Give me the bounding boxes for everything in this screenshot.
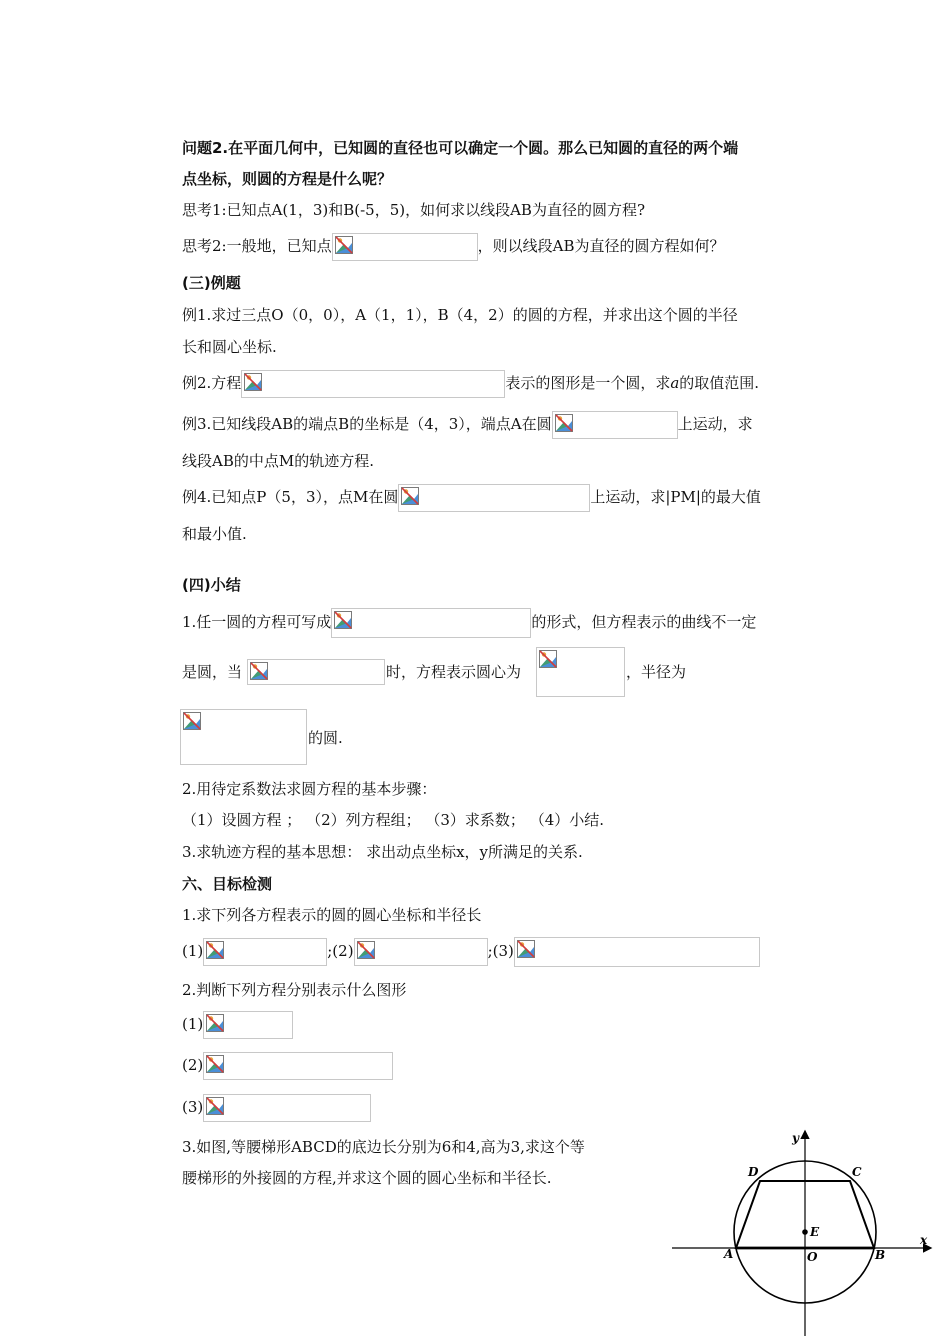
summary1-text-d: 时，方程表示圆心为 (386, 663, 522, 681)
think2-text-a: 思考2:一般地，已知点 (182, 237, 332, 255)
equation-image (331, 608, 531, 638)
example4-text-a: 例4.已知点P（5，3），点M在圆 (182, 488, 399, 506)
question1-label-3: ;(3) (487, 942, 514, 960)
example2-text-c: 的取值范围. (679, 374, 760, 392)
equation-image (247, 659, 385, 685)
image-placeholder-icon (517, 940, 535, 958)
equation-image (241, 370, 505, 398)
section6-title: 六、目标检测 (182, 875, 273, 893)
question1-label-2: ;(2) (327, 942, 354, 960)
label-y: y (792, 1131, 799, 1145)
example4-line2: 和最小值. (182, 525, 247, 543)
example3-text-a: 例3.已知线段AB的端点B的坐标是（4，3），端点A在圆 (182, 415, 552, 433)
equation-image (203, 938, 327, 966)
summary2: 2.用待定系数法求圆方程的基本步骤： (182, 780, 437, 798)
summary1-text-c: 是圆，当 (182, 663, 243, 681)
equation-image (203, 1011, 293, 1039)
question2-label-1: (1) (182, 1015, 204, 1033)
question2-title: 2.判断下列方程分别表示什么图形 (182, 981, 407, 999)
example4-text-b: 上运动，求|PM|的最大值 (590, 488, 761, 506)
image-placeholder-icon (539, 650, 557, 668)
equation-image (552, 411, 678, 439)
center-point-e (802, 1229, 808, 1235)
image-placeholder-icon (250, 662, 268, 680)
example2-text-b: 表示的图形是一个圆，求 (505, 374, 671, 392)
question2-label-2: (2) (182, 1056, 204, 1074)
label-e: E (810, 1225, 820, 1239)
think2-text-b: ，则以线段AB为直径的圆方程如何？ (477, 237, 725, 255)
example2-text-a: 例2.方程 (182, 374, 242, 392)
image-placeholder-icon (334, 611, 352, 629)
summary3: 3.求轨迹方程的基本思想： 求出动点坐标x，y所满足的关系. (182, 843, 583, 861)
think1: 思考1:已知点A(1，3)和B(-5，5)，如何求以线段AB为直径的圆方程? (182, 201, 646, 219)
question2-label-3: (3) (182, 1098, 204, 1116)
equation-image (536, 647, 625, 697)
question2-item3 (182, 1094, 371, 1122)
example3-line1 (182, 411, 753, 439)
image-placeholder-icon (206, 1014, 224, 1032)
image-placeholder-icon (206, 1055, 224, 1073)
image-placeholder-icon (244, 373, 262, 391)
example1-line2: 长和圆心坐标. (182, 338, 277, 356)
section3-title: (三)例题 (182, 274, 241, 292)
question3-line2: 腰梯形的外接圆的方程,并求这个圆的圆心坐标和半径长. (182, 1169, 552, 1187)
label-a: A (724, 1247, 734, 1261)
equation-image (514, 937, 760, 967)
summary1-text-a: 1.任一圆的方程可写成 (182, 613, 332, 631)
summary1-text-b: 的形式，但方程表示的曲线不一定 (531, 613, 757, 631)
problem2-line2: 点坐标，则圆的方程是什么呢？ (182, 170, 393, 188)
label-o: O (807, 1250, 818, 1264)
equation-image (332, 233, 478, 261)
image-placeholder-icon (206, 941, 224, 959)
example3-text-b: 上运动，求 (677, 415, 753, 433)
example2 (182, 370, 759, 398)
question1-label-1: (1) (182, 942, 204, 960)
example1-line1: 例1.求过三点O（0，0），A（1，1），B（4，2）的圆的方程，并求出这个圆的半径 (182, 306, 738, 324)
summary1-line1 (182, 608, 756, 638)
summary2-steps: （1）设圆方程 ； （2）列方程组； （3）求系数； （4）小结. (182, 811, 605, 829)
image-placeholder-icon (335, 236, 353, 254)
label-c: C (852, 1165, 862, 1179)
label-b: B (875, 1248, 886, 1262)
label-x: x (920, 1233, 928, 1247)
image-placeholder-icon (401, 487, 419, 505)
section4-title: (四)小结 (182, 576, 241, 594)
summary1-text-f: 的圆. (308, 729, 343, 747)
variable-a: a (670, 374, 680, 392)
example3-line2: 线段AB的中点M的轨迹方程. (182, 452, 374, 470)
example4-line1 (182, 484, 761, 512)
question2-item2 (182, 1052, 393, 1080)
question1-title: 1.求下列各方程表示的圆的圆心坐标和半径长 (182, 906, 482, 924)
equation-image (203, 1052, 393, 1080)
equation-image (203, 1094, 371, 1122)
equation-image (354, 938, 488, 966)
equation-image (398, 484, 590, 512)
label-d: D (748, 1165, 759, 1179)
question3-line1: 3.如图,等腰梯形ABCD的底边长分别为6和4,高为3,求这个等 (182, 1138, 585, 1156)
equation-image (180, 709, 307, 765)
trapezoid-circle-figure (668, 1126, 940, 1340)
image-placeholder-icon (357, 941, 375, 959)
problem2-line1: 问题2.在平面几何中，已知圆的直径也可以确定一个圆。那么已知圆的直径的两个端 (182, 139, 739, 157)
image-placeholder-icon (183, 712, 201, 730)
think2 (182, 233, 724, 261)
image-placeholder-icon (555, 414, 573, 432)
question2-item1 (182, 1011, 293, 1039)
image-placeholder-icon (206, 1097, 224, 1115)
summary1-text-e: ，半径为 (626, 663, 687, 681)
question1-items (182, 937, 760, 967)
